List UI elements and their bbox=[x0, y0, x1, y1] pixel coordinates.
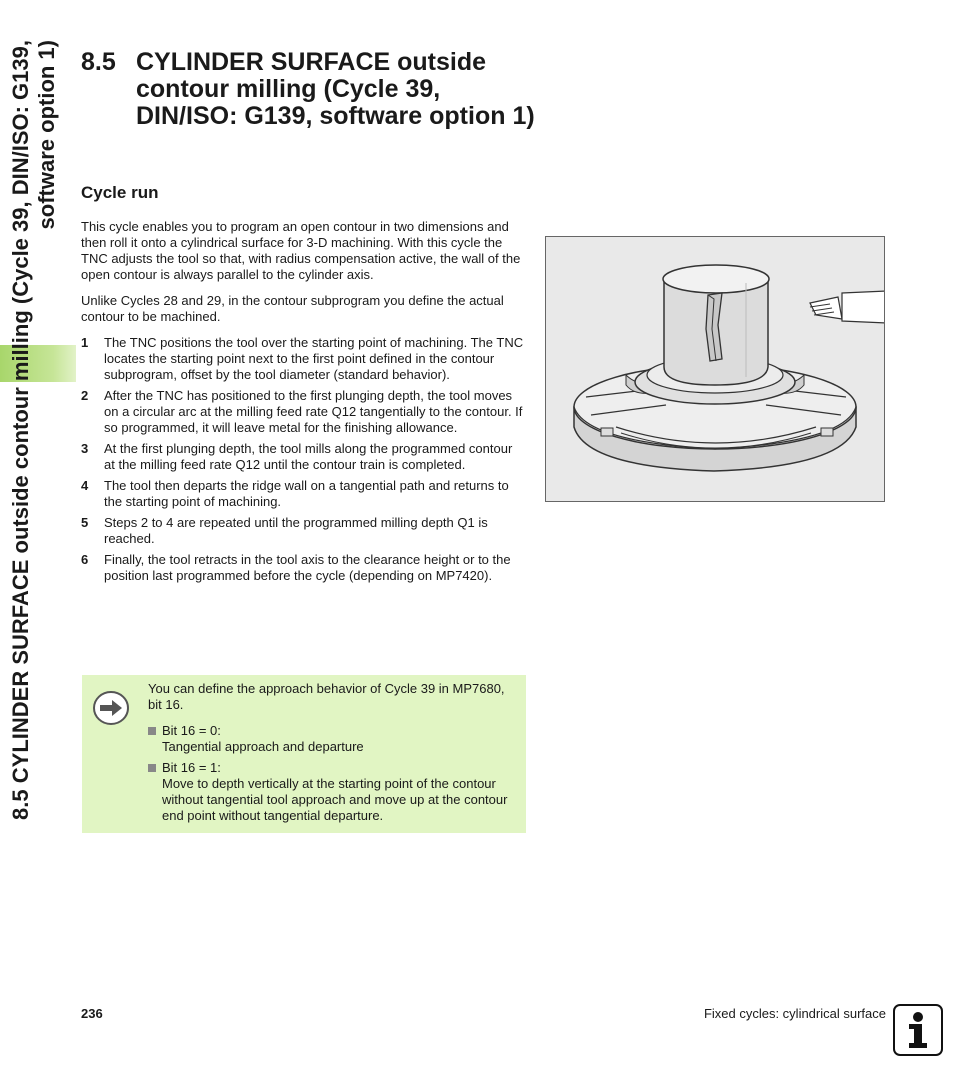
step-item bbox=[81, 552, 525, 584]
step-number: 5 bbox=[81, 515, 89, 530]
step-text: The TNC positions the tool over the starting point of machining. The TNC locates the starting point next to the first point defined in the contour subprogram, offset by the tool diameter (standard behavior). bbox=[104, 335, 524, 382]
step-text: Finally, the tool retracts in the tool axis to the clearance height or to the position last programmed before the cycle (depending on MP7420). bbox=[104, 552, 511, 583]
note-bullet bbox=[148, 723, 520, 755]
step-list bbox=[81, 335, 525, 584]
body-text bbox=[81, 219, 525, 589]
note-intro: You can define the approach behavior of Cycle 39 in MP7680, bit 16. bbox=[148, 681, 505, 712]
subheading: Cycle run bbox=[81, 183, 159, 202]
chapter-footer: Fixed cycles: cylindrical surface bbox=[703, 1006, 886, 1021]
step-text: After the TNC has positioned to the first plunging depth, the tool moves on a circular arc at the milling feed rate Q12 tangentially to the contour. If so programmed, it will leave metal for the finishing allowance. bbox=[104, 388, 523, 435]
step-item bbox=[81, 335, 525, 383]
page-number: 236 bbox=[81, 1006, 103, 1021]
cylinder-milling-illustration bbox=[545, 236, 885, 502]
step-number: 2 bbox=[81, 388, 89, 403]
bullet-head: Bit 16 = 0: bbox=[162, 723, 221, 738]
note-bullet bbox=[148, 760, 520, 824]
step-item bbox=[81, 515, 525, 547]
step-text: The tool then departs the ridge wall on a tangential path and returns to the starting point of machining. bbox=[104, 478, 509, 509]
step-number: 3 bbox=[81, 441, 89, 456]
note-box bbox=[82, 675, 526, 833]
bullet-text: Tangential approach and departure bbox=[162, 739, 364, 754]
step-item bbox=[81, 388, 525, 436]
arrow-right-icon bbox=[92, 690, 130, 731]
bullet-square-icon bbox=[148, 727, 156, 735]
paragraph: This cycle enables you to program an open contour in two dimensions and then roll it onto a cylindrical surface for 3-D machining. With this cycle the TNC adjusts the tool so that, with radius compensation active, the wall of the open contour is always parallel to the cylinder axis. bbox=[81, 219, 521, 282]
side-title-line-1: 8.5 CYLINDER SURFACE outside contour milling (Cycle 39, DIN/ISO: G139, bbox=[8, 40, 33, 820]
section-number: 8.5 bbox=[81, 48, 116, 76]
step-text: Steps 2 to 4 are repeated until the programmed milling depth Q1 is reached. bbox=[104, 515, 488, 546]
step-number: 1 bbox=[81, 335, 89, 350]
step-item bbox=[81, 441, 525, 473]
step-item bbox=[81, 478, 525, 510]
paragraph: Unlike Cycles 28 and 29, in the contour subprogram you define the actual contour to be machined. bbox=[81, 293, 504, 324]
bullet-square-icon bbox=[148, 764, 156, 772]
side-title bbox=[8, 40, 72, 960]
step-number: 4 bbox=[81, 478, 89, 493]
info-icon[interactable] bbox=[893, 1004, 943, 1056]
bullet-text: Move to depth vertically at the starting point of the contour without tangential tool approach and move up at the contour end point without tangential departure. bbox=[162, 776, 508, 823]
bullet-head: Bit 16 = 1: bbox=[162, 760, 221, 775]
section-title: CYLINDER SURFACE outside contour milling (Cycle 39, DIN/ISO: G139, software option 1) bbox=[136, 48, 535, 130]
step-text: At the first plunging depth, the tool mills along the programmed contour at the milling feed rate Q12 until the contour train is completed. bbox=[104, 441, 513, 472]
side-title-line-2: software option 1) bbox=[34, 40, 59, 230]
step-number: 6 bbox=[81, 552, 89, 567]
